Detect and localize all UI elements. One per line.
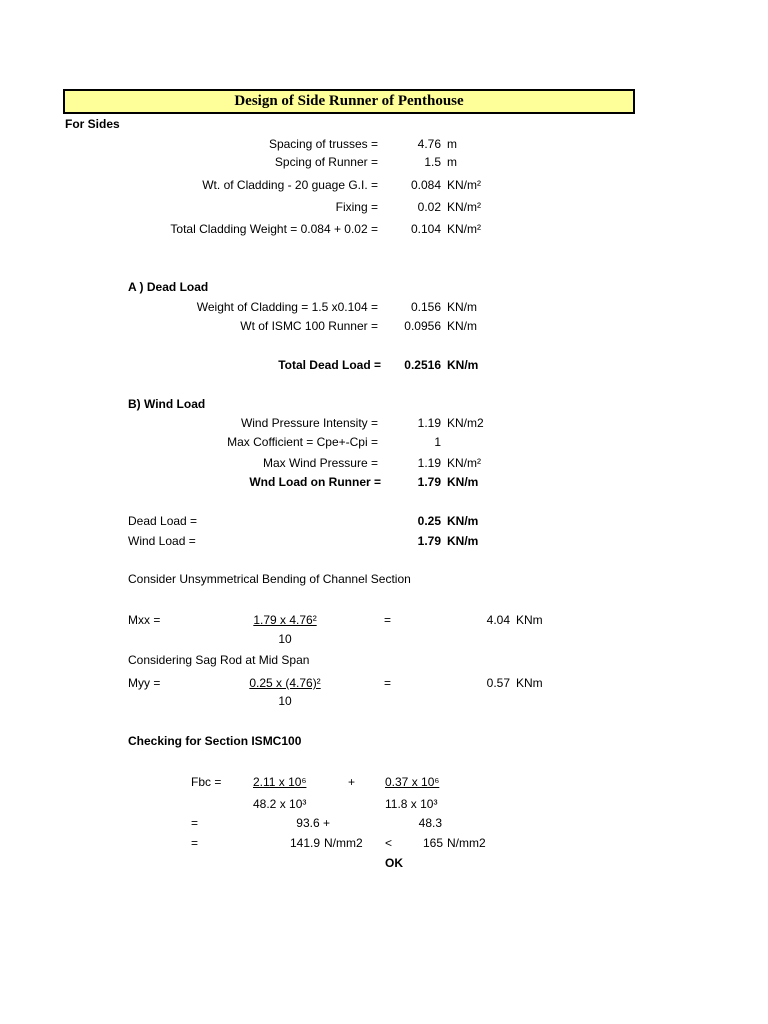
fbc-numerator-2: 0.37 x 10⁶ bbox=[385, 775, 440, 789]
sag-note: Considering Sag Rod at Mid Span bbox=[128, 653, 310, 667]
total-dead-load-label: Total Dead Load = bbox=[278, 358, 381, 372]
check-heading: Checking for Section ISMC100 bbox=[128, 734, 302, 748]
fixing-value: 0.02 bbox=[417, 200, 441, 214]
fbc-result-2: 48.3 bbox=[418, 816, 442, 830]
myy-unit: KNm bbox=[516, 676, 543, 690]
spacing-trusses-value: 4.76 bbox=[417, 137, 441, 151]
wind-load-row-label: Max Wind Pressure = bbox=[262, 456, 378, 470]
fbc-denominator-1: 48.2 x 10³ bbox=[253, 797, 307, 811]
wind-load-row-value: 1.19 bbox=[417, 456, 441, 470]
fbc-ok: OK bbox=[385, 856, 403, 870]
myy-label: Myy = bbox=[128, 676, 161, 690]
dead-load-row-value: 0.0956 bbox=[404, 319, 441, 333]
fbc-total: 141.9 bbox=[289, 836, 320, 850]
summary-wind-unit: KN/m bbox=[447, 534, 479, 548]
wind-load-row-value: 1.19 bbox=[417, 416, 441, 430]
dead-load-row-value: 0.156 bbox=[410, 300, 441, 314]
cladding-weight-value: 0.084 bbox=[410, 178, 441, 192]
wind-load-runner-value: 1.79 bbox=[417, 475, 441, 489]
spacing-trusses-label: Spacing of trusses = bbox=[268, 137, 378, 151]
dead-load-row-unit: KN/m bbox=[447, 319, 477, 333]
total-cladding-value: 0.104 bbox=[410, 222, 441, 236]
fbc-equals-2: = bbox=[191, 836, 199, 850]
bending-note: Consider Unsymmetrical Bending of Channel Section bbox=[128, 572, 411, 586]
total-cladding-unit: KN/m² bbox=[447, 222, 481, 236]
fixing-label: Fixing = bbox=[335, 200, 378, 214]
wind-load-row-label: Max Cofficient = Cpe+-Cpi = bbox=[227, 435, 378, 449]
dead-load-heading: A ) Dead Load bbox=[128, 280, 209, 294]
fbc-denominator-2: 11.8 x 10³ bbox=[385, 797, 438, 811]
mxx-label: Mxx = bbox=[128, 613, 161, 627]
myy-numerator: 0.25 x (4.76)² bbox=[249, 676, 321, 690]
wind-load-row-unit: KN/m² bbox=[447, 456, 481, 470]
cladding-weight-unit: KN/m² bbox=[447, 178, 481, 192]
spacing-trusses-unit: m bbox=[447, 137, 457, 151]
mxx-value: 4.04 bbox=[486, 613, 510, 627]
summary-wind-value: 1.79 bbox=[417, 534, 441, 548]
summary-dead-value: 0.25 bbox=[417, 514, 441, 528]
section-for-sides: For Sides bbox=[65, 117, 120, 131]
fbc-result-1: 93.6 + bbox=[296, 816, 330, 830]
spacing-runner-value: 1.5 bbox=[424, 155, 441, 169]
cladding-weight-label: Wt. of Cladding - 20 guage G.I. = bbox=[202, 178, 378, 192]
fixing-unit: KN/m² bbox=[447, 200, 481, 214]
mxx-equals: = bbox=[384, 613, 392, 627]
fbc-equals-1: = bbox=[191, 816, 199, 830]
dead-load-row-unit: KN/m bbox=[447, 300, 477, 314]
wind-load-runner-unit: KN/m bbox=[447, 475, 479, 489]
myy-value: 0.57 bbox=[486, 676, 510, 690]
total-dead-load-unit: KN/m bbox=[447, 358, 479, 372]
dead-load-row-label: Wt of ISMC 100 Runner = bbox=[240, 319, 378, 333]
fbc-label: Fbc = bbox=[191, 775, 222, 789]
spacing-runner-unit: m bbox=[447, 155, 457, 169]
wind-load-row-value: 1 bbox=[434, 435, 441, 449]
mxx-unit: KNm bbox=[516, 613, 543, 627]
summary-dead-label: Dead Load = bbox=[128, 514, 198, 528]
spacing-runner-label: Spcing of Runner = bbox=[274, 155, 378, 169]
wind-load-runner-label: Wnd Load on Runner = bbox=[249, 475, 381, 489]
fbc-numerator-1: 2.11 x 10⁶ bbox=[253, 775, 307, 789]
fbc-allowable: 165 bbox=[422, 836, 443, 850]
fbc-total-unit: N/mm2 bbox=[324, 836, 363, 850]
total-cladding-label: Total Cladding Weight = 0.084 + 0.02 = bbox=[170, 222, 378, 236]
summary-dead-unit: KN/m bbox=[447, 514, 479, 528]
fbc-less-than: < bbox=[385, 836, 393, 850]
page-title: Design of Side Runner of Penthouse bbox=[63, 89, 635, 114]
fbc-plus: + bbox=[348, 775, 356, 789]
wind-load-row-label: Wind Pressure Intensity = bbox=[240, 416, 378, 430]
wind-load-row-unit: KN/m2 bbox=[447, 416, 484, 430]
dead-load-row-label: Weight of Cladding = 1.5 x0.104 = bbox=[196, 300, 378, 314]
total-dead-load-value: 0.2516 bbox=[404, 358, 441, 372]
myy-equals: = bbox=[384, 676, 392, 690]
summary-wind-label: Wind Load = bbox=[128, 534, 196, 548]
wind-load-heading: B) Wind Load bbox=[128, 397, 206, 411]
fbc-allowable-unit: N/mm2 bbox=[447, 836, 486, 850]
mxx-numerator: 1.79 x 4.76² bbox=[253, 613, 317, 627]
myy-denominator: 10 bbox=[278, 694, 292, 708]
mxx-denominator: 10 bbox=[278, 632, 292, 646]
